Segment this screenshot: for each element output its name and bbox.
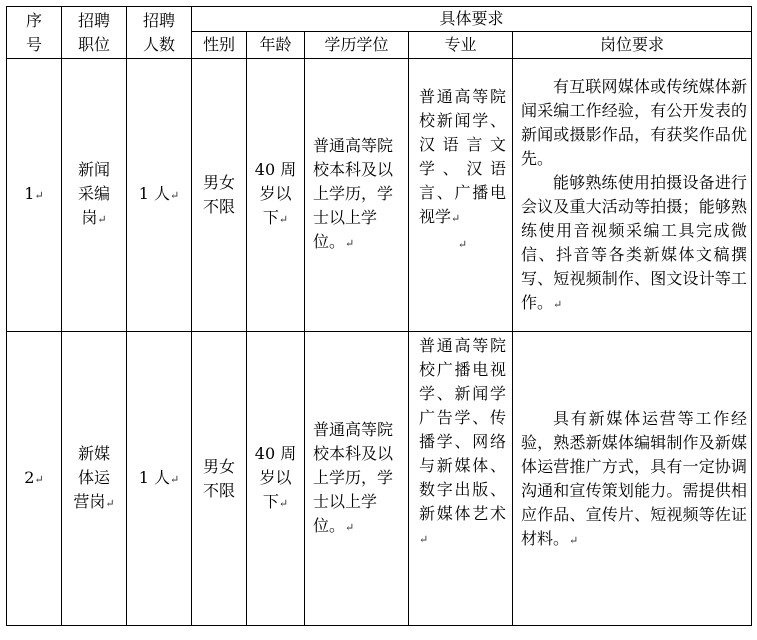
education-text: 普通高等院校本科及以上学历，学士以上学位。 [313, 419, 394, 535]
paragraph-mark: ↵ [105, 496, 115, 510]
header-age: 年龄 [247, 32, 305, 59]
paragraph-mark: ↵ [170, 472, 180, 486]
row-education [305, 332, 409, 626]
row-gender [192, 332, 247, 626]
recruitment-table [6, 6, 752, 626]
row-duty [513, 332, 752, 626]
header-row-1 [7, 7, 752, 32]
age-line: 40 周 [254, 443, 297, 463]
major-text: 普通高等院校新闻学、汉语言文学、汉语言、广播电视学 [419, 87, 506, 226]
paragraph-mark: ↵ [553, 298, 563, 311]
age-line: 下 [262, 491, 279, 511]
position-line: 营岗 [73, 491, 106, 511]
header-position [62, 7, 127, 59]
paragraph-mark: ↵ [170, 189, 180, 202]
row-position [62, 59, 127, 332]
age-line: 岁以 [259, 467, 292, 487]
paragraph-mark: ↵ [345, 237, 355, 250]
header-major: 专业 [409, 32, 513, 59]
row-gender [192, 59, 247, 332]
duty-paragraph-wrap [521, 407, 747, 553]
education-text: 普通高等院校本科及以上学历，学士以上学位。 [313, 136, 394, 251]
header-count [127, 7, 192, 59]
count-value: 1 人 [138, 467, 171, 487]
gender-line: 不限 [202, 480, 235, 500]
row-count [127, 332, 192, 626]
header-index [7, 7, 62, 59]
position-line: 新媒 [77, 443, 110, 463]
row-index [7, 332, 62, 626]
duty-paragraph: 能够熟练使用拍摄设备进行会议及重大活动等拍摄；能够熟练使用音视频采编工具完成微信、抖音等各类新媒体文稿撰写、短视频制作、图文设计等工作。 [521, 173, 748, 312]
age-line: 40 周 [254, 160, 297, 179]
paragraph-mark: ↵ [457, 238, 468, 251]
paragraph-mark: ↵ [451, 212, 461, 225]
row-major [409, 332, 513, 626]
row-index-value: 2 [24, 467, 35, 487]
header-count-line: 人数 [142, 34, 175, 54]
gender-line: 不限 [202, 197, 235, 216]
row-index [7, 59, 62, 332]
age-line: 岁以 [259, 184, 292, 203]
gender-line: 男女 [202, 173, 235, 192]
paragraph-mark: ↵ [34, 472, 44, 486]
paragraph-mark: ↵ [345, 520, 355, 534]
table-row [7, 59, 752, 332]
header-duty: 岗位要求 [513, 32, 752, 59]
row-duty [513, 59, 752, 332]
position-line: 体运 [77, 467, 110, 487]
row-count [127, 59, 192, 332]
position-line: 岗 [81, 208, 98, 227]
header-group-label: 具体要求 [439, 9, 504, 28]
header-gender: 性别 [192, 32, 247, 59]
duty-paragraph: 有互联网媒体或传统媒体新闻采编工作经验，有公开发表的新闻或摄影作品，有获奖作品优先。 [521, 77, 748, 168]
paragraph-mark: ↵ [569, 533, 579, 547]
duty-paragraph: 具有新媒体运营等工作经验，熟悉新媒体编辑制作及新媒体运营推广方式，具有一定协调沟通和宣传策划能力。需提供相应作品、宣传片、短视频等佐证材料。 [521, 408, 748, 548]
paragraph-mark: ↵ [278, 213, 289, 226]
row-index-value: 1 [24, 184, 35, 203]
row-age [247, 332, 305, 626]
paragraph-mark: ↵ [34, 189, 44, 202]
paragraph-mark: ↵ [278, 496, 289, 510]
row-education [305, 59, 409, 332]
header-position-line: 招聘 [77, 10, 110, 30]
age-line: 下 [262, 208, 279, 227]
row-position [62, 332, 127, 626]
row-major [409, 59, 513, 332]
header-count-line: 招聘 [142, 10, 175, 30]
header-group [192, 7, 752, 32]
header-index-line: 号 [25, 34, 42, 54]
row-age [247, 59, 305, 332]
major-text: 普通高等院校广播电视学、新闻学广告学、传播学、网络与新媒体、数字出版、新媒体艺术 [419, 336, 506, 523]
position-line: 新闻 [77, 160, 110, 179]
gender-line: 男女 [202, 456, 235, 476]
header-index-line: 序 [25, 10, 42, 30]
header-position-line: 职位 [77, 34, 110, 54]
paragraph-mark: ↵ [419, 533, 429, 546]
duty-paragraph-wrap [521, 171, 747, 317]
paragraph-mark: ↵ [97, 213, 107, 226]
position-line: 采编 [77, 184, 110, 203]
table-row [7, 332, 752, 626]
count-value: 1 人 [138, 184, 171, 203]
header-education: 学历学位 [305, 32, 409, 59]
